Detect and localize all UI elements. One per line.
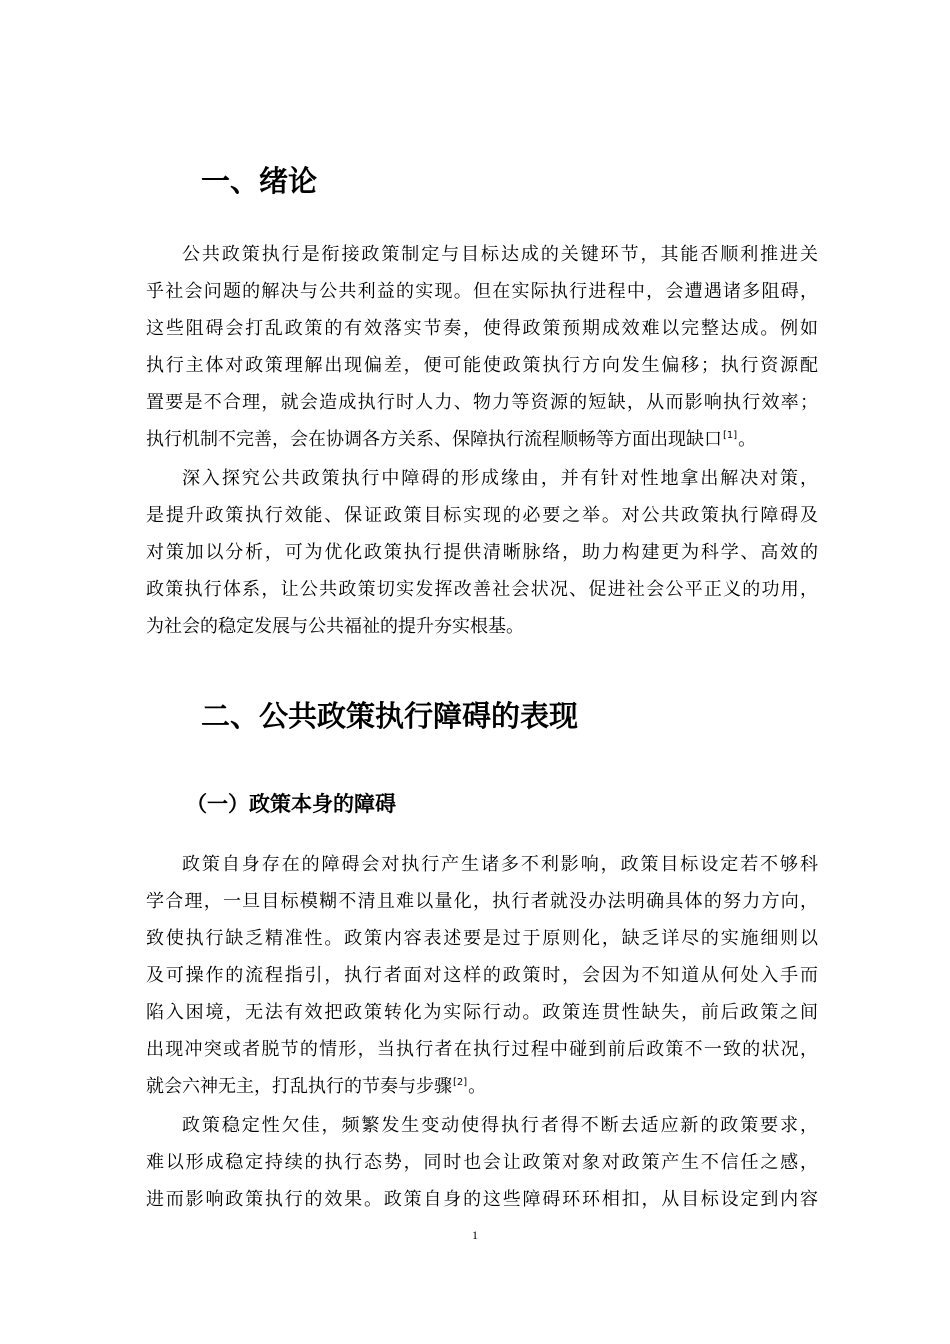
text-line: 置要是不合理，就会造成执行时人力、物力等资源的短缺，从而影响执行效率； <box>146 392 818 413</box>
section-heading-introduction: 一、绪论 <box>201 164 318 198</box>
text-line: 政策稳定性欠佳，频繁发生变动使得执行者得不断去适应新的政策要求， <box>182 1115 818 1136</box>
text-line: 对策加以分析，可为优化政策执行提供清晰脉络，助力构建更为科学、高效的 <box>146 542 818 563</box>
text-line: 乎社会问题的解决与公共利益的实现。但在实际执行进程中，会遭遇诸多阻碍， <box>146 281 818 302</box>
text-line: 致使执行缺乏精准性。政策内容表述要是过于原则化，缺乏详尽的实施细则以 <box>146 928 818 949</box>
text-line: 陷入困境，无法有效把政策转化为实际行动。政策连贯性缺失，前后政策之间 <box>146 1002 818 1023</box>
text-line: 深入探究公共政策执行中障碍的形成缘由，并有针对性地拿出解决对策， <box>182 468 818 489</box>
section-heading-obstacles: 二、公共政策执行障碍的表现 <box>201 699 579 733</box>
text-line: 出现冲突或者脱节的情形，当执行者在执行过程中碰到前后政策不一致的状况， <box>146 1039 818 1060</box>
text-line: 难以形成稳定持续的执行态势，同时也会让政策对象对政策产生不信任之感， <box>146 1152 818 1173</box>
text-line: 公共政策执行是衔接政策制定与目标达成的关键环节，其能否顺利推进关 <box>182 244 818 265</box>
text-line: 就会六神无主，打乱执行的节奏与步骤 <box>146 1076 452 1097</box>
text-line-last <box>146 1068 818 1105</box>
citation-ref: [1] <box>723 430 738 441</box>
sentence-end: 。 <box>468 1076 487 1097</box>
text-line: 这些阻碍会打乱政策的有效落实节奏，使得政策预期成效难以完整达成。例如 <box>146 318 818 339</box>
sentence-end: 。 <box>738 429 757 450</box>
text-line-last <box>146 421 818 458</box>
text-line: 政策自身存在的障碍会对执行产生诸多不利影响，政策目标设定若不够科 <box>182 854 818 875</box>
page-number: 1 <box>472 1228 478 1242</box>
text-line: 执行机制不完善，会在协调各方关系、保障执行流程顺畅等方面出现缺口 <box>146 429 722 450</box>
paragraph <box>146 846 818 1105</box>
text-line: 及可操作的流程指引，执行者面对这样的政策时，会因为不知道从何处入手而 <box>146 965 818 986</box>
paragraph <box>146 460 818 645</box>
paragraph <box>146 1107 818 1218</box>
text-line: 进而影响政策执行的效果。政策自身的这些障碍环环相扣，从目标设定到内容 <box>146 1189 818 1210</box>
text-line: 是提升政策执行效能、保证政策目标实现的必要之举。对公共政策执行障碍及 <box>146 505 818 526</box>
paragraph <box>146 236 818 458</box>
text-line: 执行主体对政策理解出现偏差，便可能使政策执行方向发生偏移；执行资源配 <box>146 355 818 376</box>
text-line: 学合理，一旦目标模糊不清且难以量化，执行者就没办法明确具体的努力方向， <box>146 891 818 912</box>
text-line: 政策执行体系，让公共政策切实发挥改善社会状况、促进社会公平正义的功用， <box>146 579 818 600</box>
subsection-heading-policy-obstacles: （一）政策本身的障碍 <box>186 792 396 816</box>
citation-ref: [2] <box>453 1077 468 1088</box>
text-line: 为社会的稳定发展与公共福祉的提升夯实根基。 <box>146 616 524 637</box>
